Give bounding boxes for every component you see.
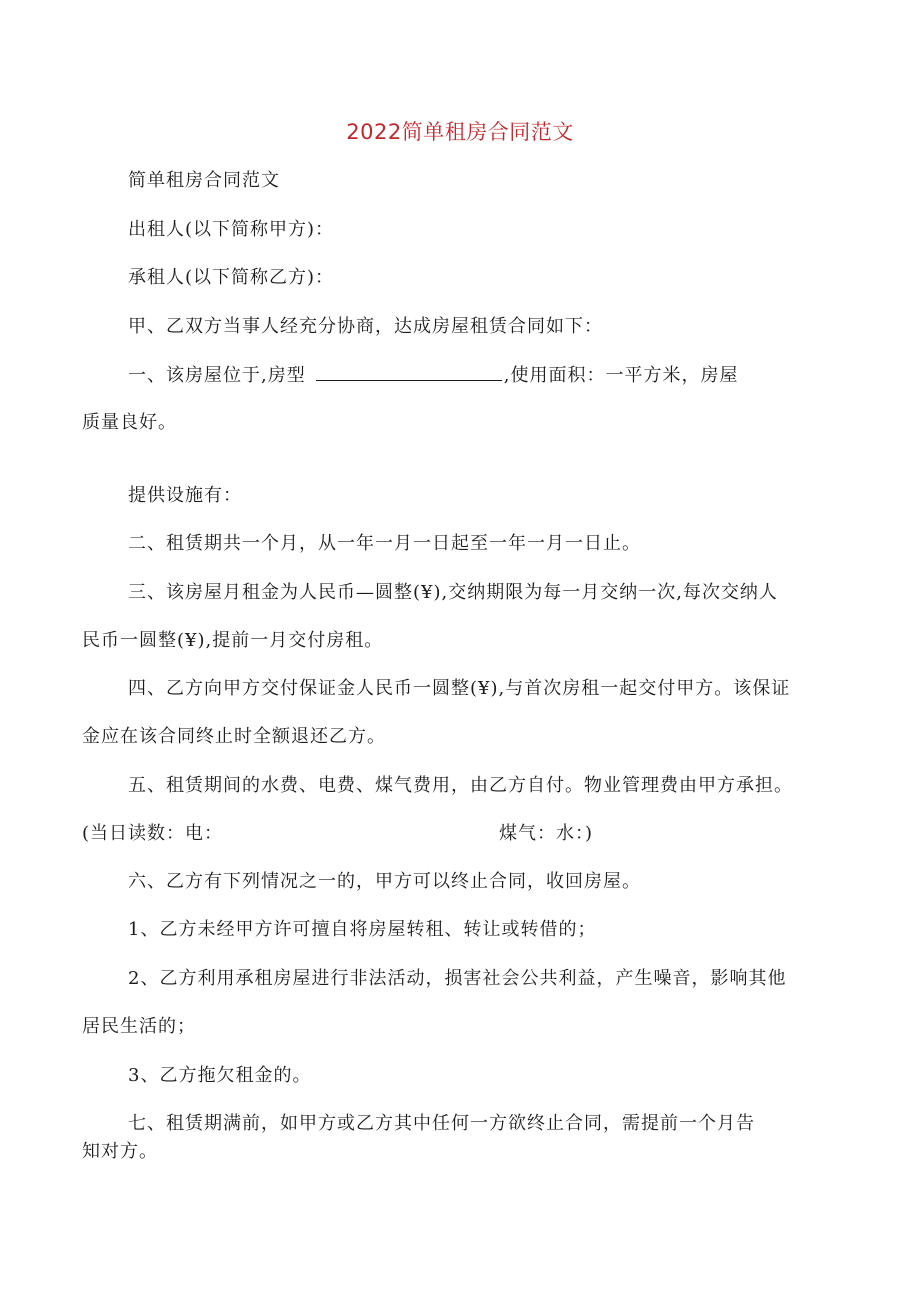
clause6-item2: 2、乙方利用承租房屋进行非法活动，损害社会公共利益，产生噪音，影响其他 (128, 968, 787, 989)
meter-reading-electric: (当日读数：电： (82, 823, 224, 844)
clause7-continuation: 知对方。 (82, 1141, 158, 1162)
room-type-blank (316, 362, 502, 381)
clause6-line: 六、乙方有下列情况之一的，甲方可以终止合同，收回房屋。 (128, 871, 641, 892)
clause6-item1: 1、乙方未经甲方许可擅自将房屋转租、转让或转借的； (128, 919, 597, 940)
lessee-line: 承租人(以下简称乙方)： (128, 267, 335, 288)
subtitle-line: 简单租房合同范文 (128, 170, 280, 191)
lessor-line: 出租人(以下简称甲方)： (128, 219, 335, 240)
clause1-line (128, 362, 738, 389)
clause4-line: 四、乙方向甲方交付保证金人民币一圆整(¥),与首次房租一起交付甲方。该保证 (128, 678, 791, 699)
clause6-item3: 3、乙方拖欠租金的。 (128, 1065, 312, 1086)
facilities-line: 提供设施有： (128, 485, 242, 506)
clause5-line: 五、租赁期间的水费、电费、煤气费用，由乙方自付。物业管理费由甲方承担。 (128, 775, 793, 796)
clause3-continuation: 民币一圆整(¥),提前一月交付房租。 (82, 630, 384, 651)
document-title: 2022简单租房合同范文 (346, 120, 574, 144)
clause6-item2-continuation: 居民生活的； (82, 1016, 196, 1037)
clause2-line: 二、租赁期共一个月，从一年一月一日起至一年一月一日止。 (128, 533, 641, 554)
preamble-line: 甲、乙双方当事人经充分协商，达成房屋租赁合同如下： (128, 316, 603, 337)
meter-reading-gas-water: 煤气：水：) (499, 823, 594, 844)
clause4-continuation: 金应在该合同终止时全额退还乙方。 (82, 726, 386, 747)
clause1-part-b: ,使用面积：一平方米，房屋 (503, 365, 739, 386)
clause7-line: 七、租赁期满前，如甲方或乙方其中任何一方欲终止合同，需提前一个月告 (128, 1113, 755, 1134)
clause5-continuation (82, 821, 593, 847)
clause1-continuation: 质量良好。 (82, 412, 177, 433)
clause3-line: 三、该房屋月租金为人民币—圆整(¥),交纳期限为每一月交纳一次,每次交纳人 (128, 582, 778, 603)
clause1-part-a: 一、该房屋位于,房型 (128, 365, 306, 386)
